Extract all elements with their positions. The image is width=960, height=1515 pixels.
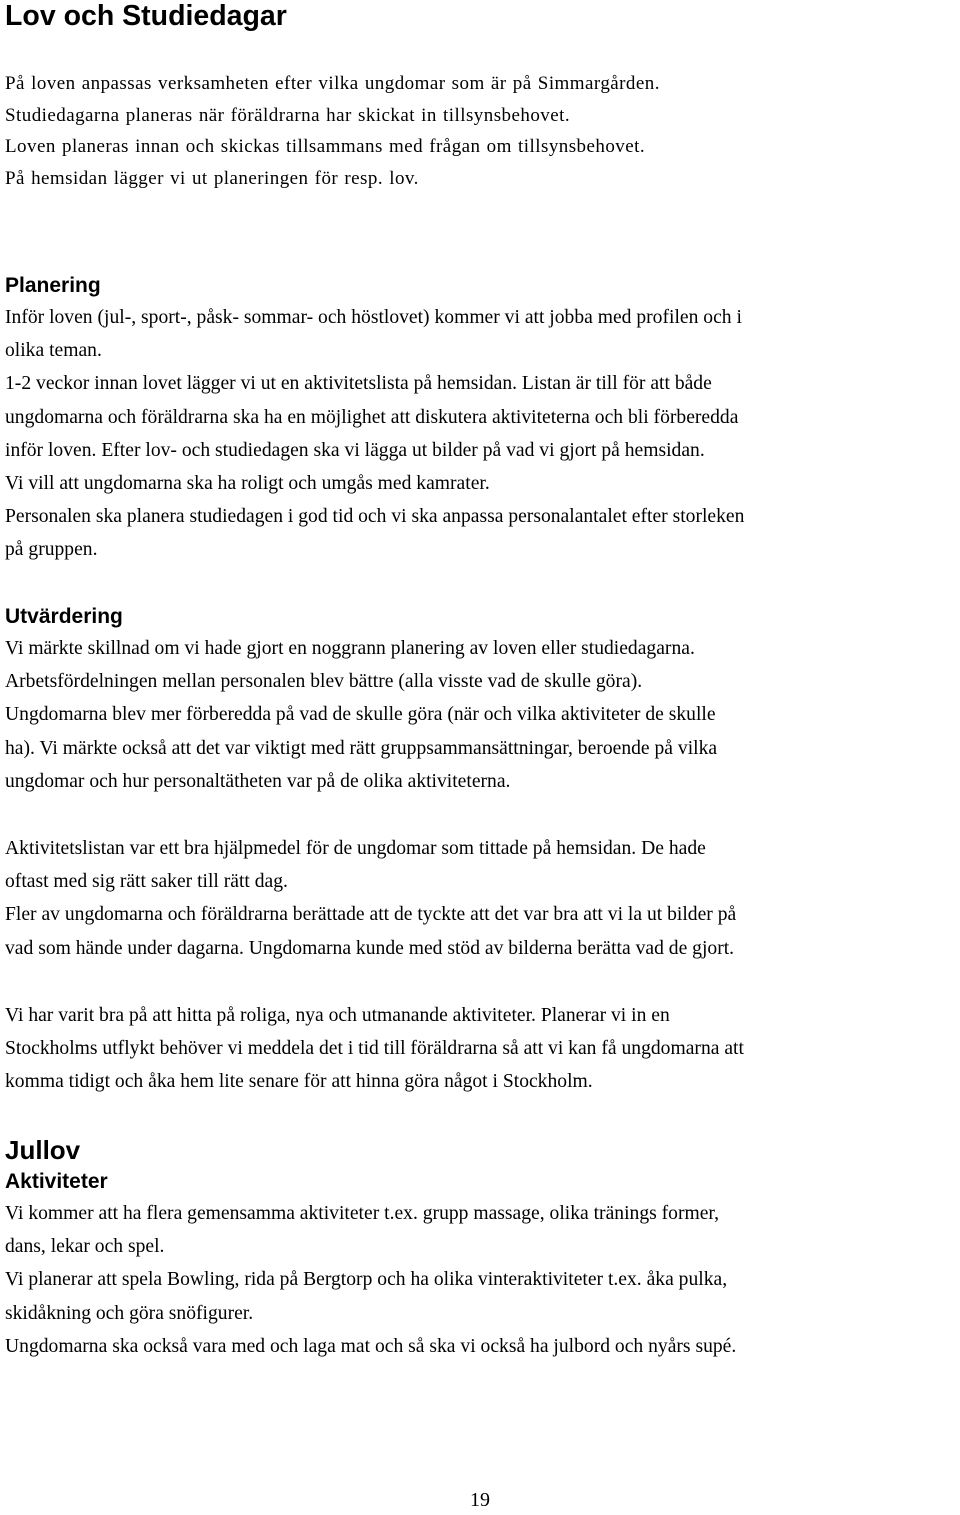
text-line: 1-2 veckor innan lovet lägger vi ut en aktivitetslista på hemsidan. Listan är till för att både	[5, 373, 712, 395]
utvardering-paragraph-3	[5, 999, 960, 1099]
jullov-heading: Jullov	[5, 1135, 81, 1165]
text-line: komma tidigt och åka hem lite senare för att hinna göra något i Stockholm.	[5, 1071, 593, 1093]
text-line: Ungdomarna ska också vara med och laga mat och så ska vi också ha julbord och nyårs supé.	[5, 1335, 737, 1357]
text-line: inför loven. Efter lov- och studiedagen ska vi lägga ut bilder på vad vi gjort på hemsidan.	[5, 439, 705, 461]
intro-line: På loven anpassas verksamheten efter vilka ungdomar som är på Simmargården.	[5, 73, 660, 94]
intro-line: På hemsidan lägger vi ut planeringen för resp. lov.	[5, 167, 419, 189]
planering-paragraph	[5, 301, 960, 567]
text-line: skidåkning och göra snöfigurer.	[5, 1302, 254, 1324]
text-line: Vi vill att ungdomarna ska ha roligt och umgås med kamrater.	[5, 473, 490, 495]
text-line: Stockholms utflykt behöver vi meddela det i tid till föräldrarna så att vi kan få ungdomarna att	[5, 1038, 744, 1060]
planering-heading: Planering	[5, 274, 101, 297]
utvardering-heading: Utvärdering	[5, 605, 123, 628]
page-number: 19	[470, 1489, 490, 1511]
page-title: Lov och Studiedagar	[5, 0, 287, 32]
utvardering-paragraph-2	[5, 832, 960, 965]
text-line: Vi märkte skillnad om vi hade gjort en noggrann planering av loven eller studiedagarna.	[5, 638, 695, 659]
text-line: Vi kommer att ha flera gemensamma aktiviteter t.ex. grupp massage, olika tränings former,	[5, 1203, 720, 1224]
text-line: oftast med sig rätt saker till rätt dag.	[5, 871, 288, 893]
intro-line: Studiedagarna planeras när föräldrarna har skickat in tillsynsbehovet.	[5, 104, 571, 126]
text-line: Vi har varit bra på att hitta på roliga, nya och utmanande aktiviteter. Planerar vi in en	[5, 1005, 670, 1026]
jullov-paragraph	[5, 1197, 960, 1363]
intro-paragraph	[5, 68, 660, 194]
text-line: ha). Vi märkte också att det var viktigt med rätt gruppsammansättningar, beroende på vilka	[5, 737, 718, 759]
text-line: ungdomar och hur personaltätheten var på de olika aktiviteterna.	[5, 770, 511, 792]
utvardering-paragraph-1	[5, 632, 960, 798]
text-line: Arbetsfördelningen mellan personalen blev bättre (alla visste vad de skulle göra).	[5, 671, 643, 693]
text-line: olika teman.	[5, 340, 102, 362]
text-line: Vi planerar att spela Bowling, rida på Bergtorp och ha olika vinteraktiviteter t.ex. åka pulka,	[5, 1269, 728, 1291]
text-line: på gruppen.	[5, 539, 98, 561]
text-line: Fler av ungdomarna och föräldrarna berättade att de tyckte att det var bra att vi la ut bilder på	[5, 904, 737, 926]
text-line: vad som hände under dagarna. Ungdomarna kunde med stöd av bilderna berätta vad de gjort.	[5, 937, 735, 959]
aktiviteter-subheading: Aktiviteter	[5, 1170, 108, 1193]
text-line: Personalen ska planera studiedagen i god tid och vi ska anpassa personalantalet efter storleken	[5, 506, 745, 528]
text-line: Aktivitetslistan var ett bra hjälpmedel för de ungdomar som tittade på hemsidan. De hade	[5, 838, 706, 859]
intro-line: Loven planeras innan och skickas tillsammans med frågan om tillsynsbehovet.	[5, 136, 646, 157]
text-line: Ungdomarna blev mer förberedda på vad de skulle göra (när och vilka aktiviteter de skulle	[5, 704, 716, 726]
text-line: dans, lekar och spel.	[5, 1236, 165, 1258]
text-line: ungdomarna och föräldrarna ska ha en möjlighet att diskutera aktiviteterna och bli förberedda	[5, 406, 739, 428]
text-line: Inför loven (jul-, sport-, påsk- sommar- och höstlovet) kommer vi att jobba med profilen och i	[5, 307, 742, 328]
